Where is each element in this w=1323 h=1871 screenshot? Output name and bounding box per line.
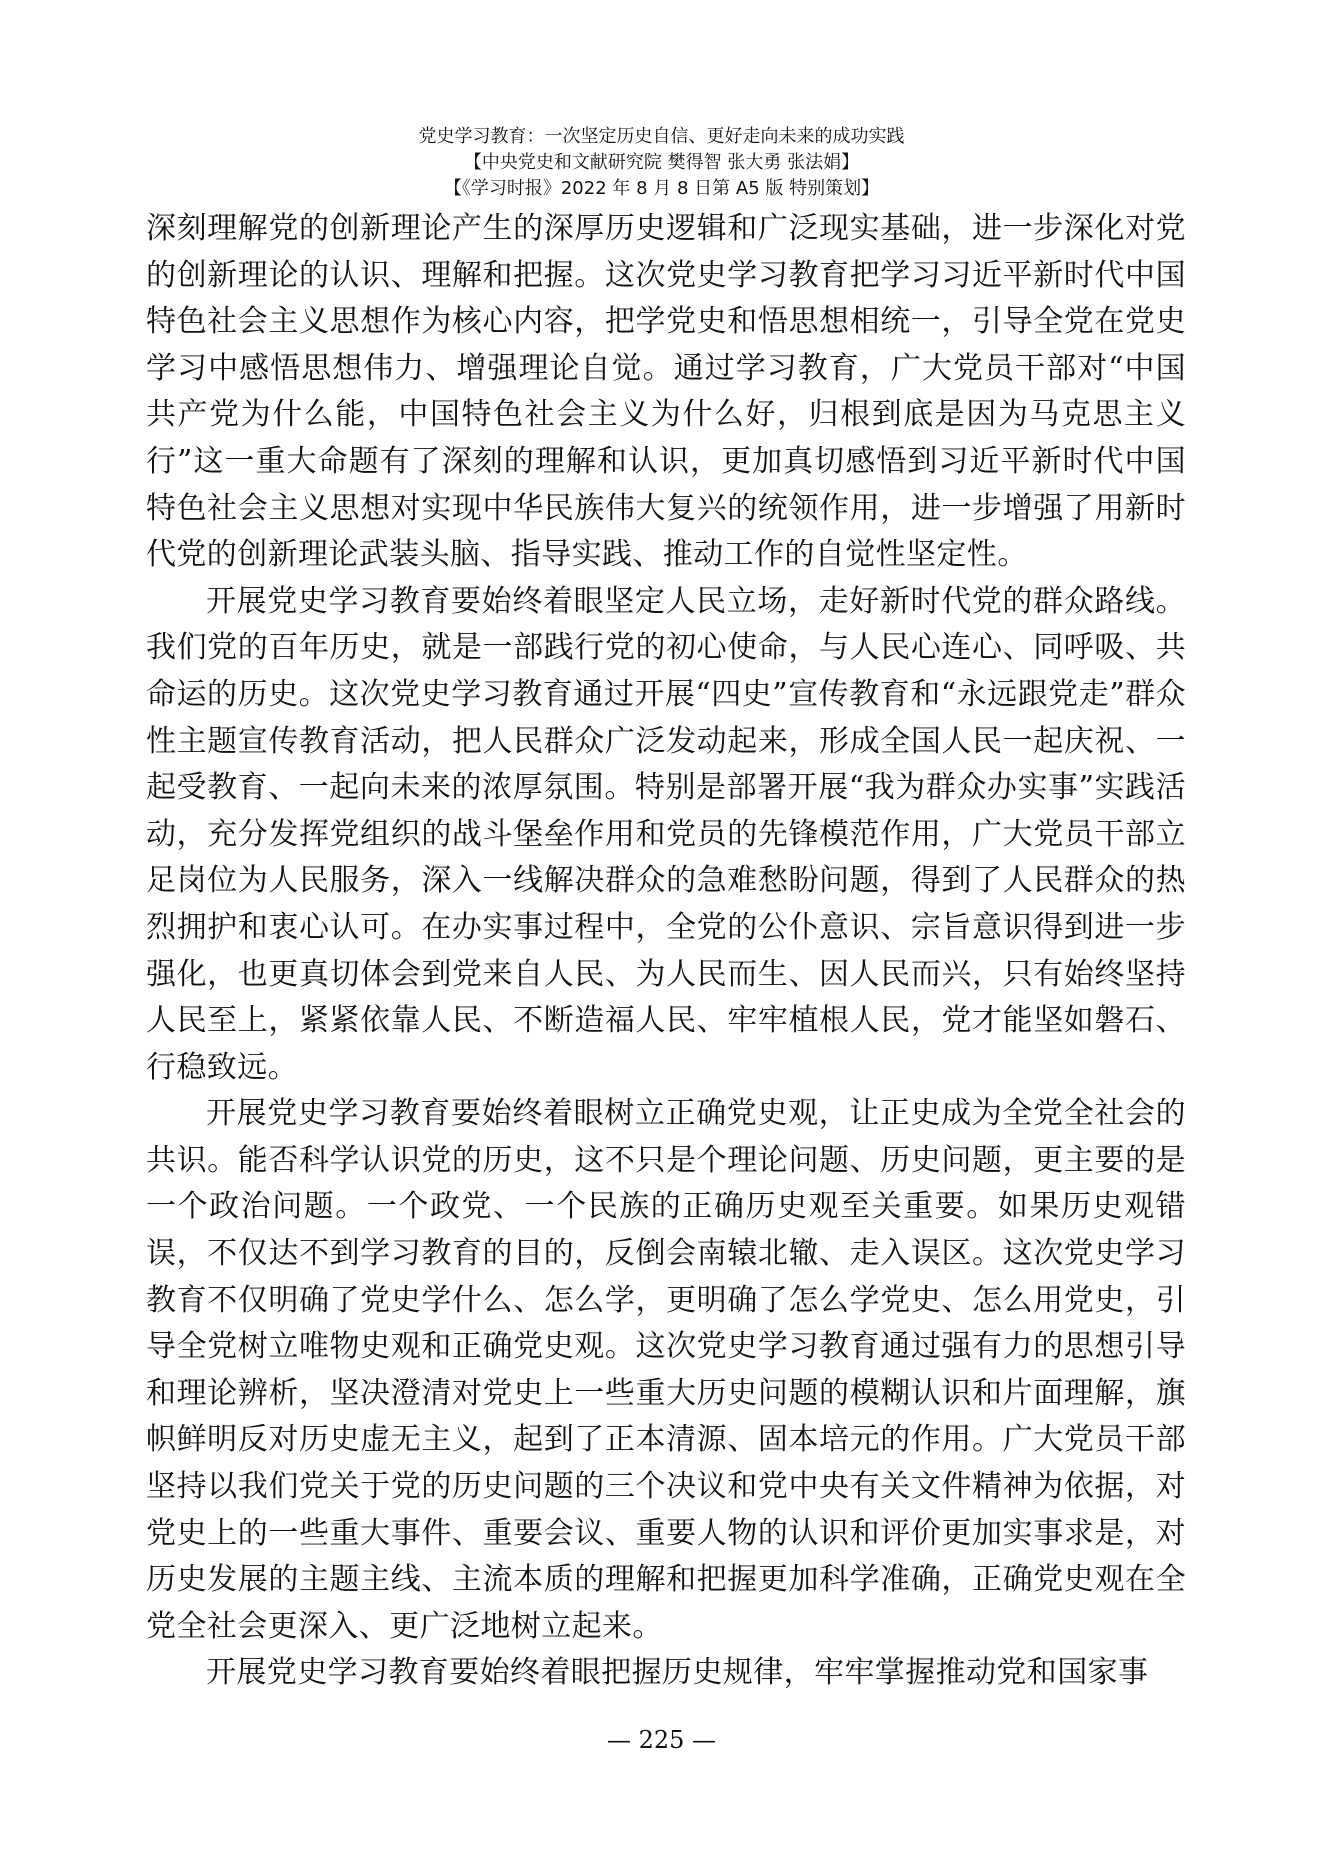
page-number: — 225 — [606,1726,717,1754]
paragraph-continued: 深刻理解党的创新理论产生的深厚历史逻辑和广泛现实基础，进一步深化对党的创新理论的认识、理解和把握。这次党史学习教育把学习习近平新时代中国特色社会主义思想作为核心内容，把学党史和悟思想相统一，引导全党在党史学习中感悟思想伟力、增强理论自觉。通过学习教育，广大党员干部对“中国共产党为什么能，中国特色社会主义为什么好，归根到底是因为马克思主义行”这一重大命题有了深刻的理解和认识，更加真切感悟到习近平新时代中国特色社会主义思想对实现中华民族伟大复兴的统领作用，进一步增强了用新时代党的创新理论武装头脑、指导实践、推动工作的自觉性坚定性。 [146,211,1186,573]
paragraph: 开展党史学习教育要始终着眼树立正确党史观，让正史成为全党全社会的共识。能否科学认识党的历史，这不只是个理论问题、历史问题，更主要的是一个政治问题。一个政党、一个民族的正确历史观至关重要。如果历史观错误，不仅达不到学习教育的目的，反倒会南辕北辙、走入误区。这次党史学习教育不仅明确了党史学什么、怎么学，更明确了怎么学党史、怎么用党史，引导全党树立唯物史观和正确党史观。这次党史学习教育通过强有力的思想引导和理论辨析，坚决澄清对党史上一些重大历史问题的模糊认识和片面理解，旗帜鲜明反对历史虚无主义，起到了正本清源、固本培元的作用。广大党员干部坚持以我们党关于党的历史问题的三个决议和党中央有关文件精神为依据，对党史上的一些重大事件、重要会议、重要人物的认识和评价更加实事求是，对历史发展的主题主线、主流本质的理解和把握更加科学准确，正确党史观在全党全社会更深入、更广泛地树立起来。 [146,1096,1186,1644]
article-authors: 【中央党史和文献研究院 樊得智 张大勇 张法娟】 [463,152,860,173]
paragraph: 开展党史学习教育要始终着眼坚定人民立场，走好新时代党的群众路线。我们党的百年历史，就是一部践行党的初心使命，与人民心连心、同呼吸、共命运的历史。这次党史学习教育通过开展“四史”宣传教育和“永远跟党走”群众性主题宣传教育活动，把人民群众广泛发动起来，形成全国人民一起庆祝、一起受教育、一起向未来的浓厚氛围。特别是部署开展“我为群众办实事”实践活动，充分发挥党组织的战斗堡垒作用和党员的先锋模范作用，广大党员干部立足岗位为人民服务，深入一线解决群众的急难愁盼问题，得到了人民群众的热烈拥护和衷心认可。在办实事过程中，全党的公仆意识、宗旨意识得到进一步强化，也更真切体会到党来自人民、为人民而生、因人民而兴，只有始终坚持人民至上，紧紧依靠人民、不断造福人民、牢牢植根人民，党才能坚如磐石、行稳致远。 [146,583,1186,1085]
article-title: 党史学习教育：一次坚定历史自信、更好走向未来的成功实践 [418,126,905,147]
page-header [0,124,1323,202]
paragraph: 开展党史学习教育要始终着眼把握历史规律，牢牢掌握推动党和国家事 [206,1655,1149,1691]
article-body [146,206,1186,1697]
article-source: 【《学习时报》2022 年 8 月 8 日第 A5 版 特别策划】 [443,178,880,199]
